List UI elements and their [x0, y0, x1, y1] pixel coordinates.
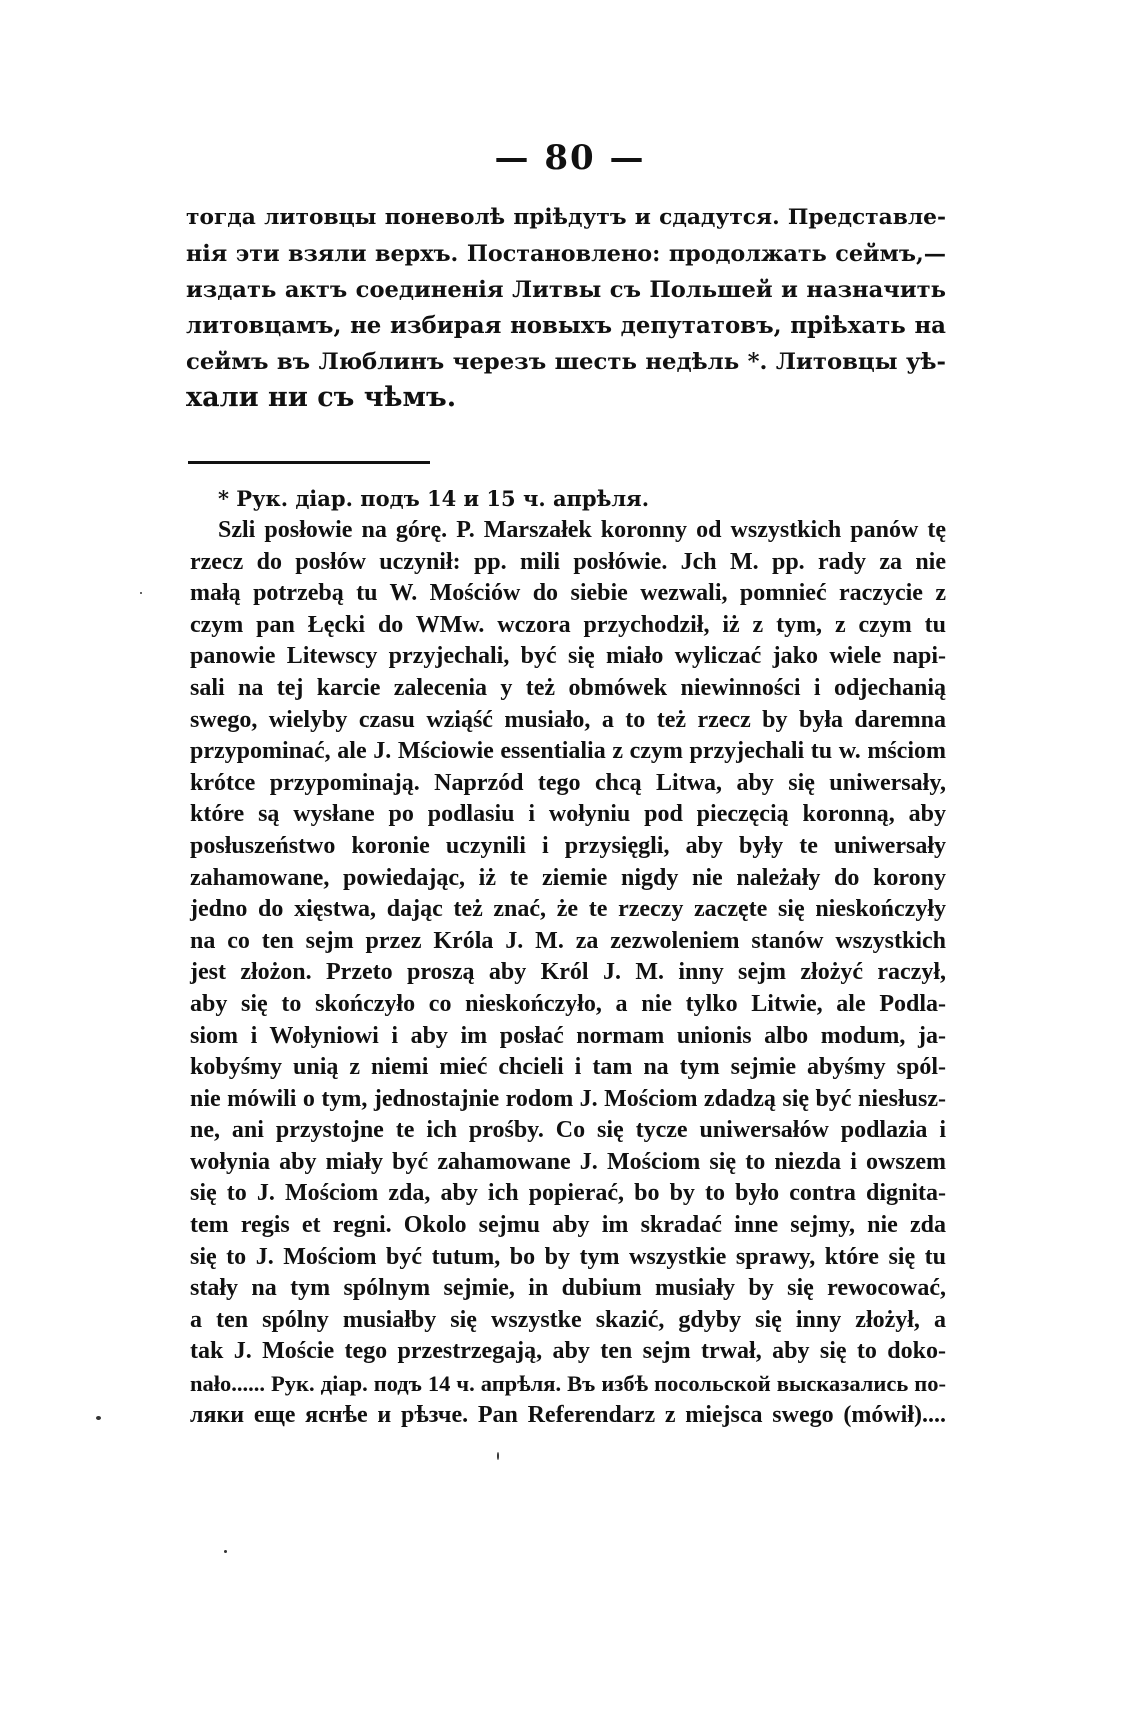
scan-speck — [140, 592, 142, 594]
scan-speck — [497, 1452, 499, 1460]
main-text-line: сеймъ въ Люблинъ черезъ шесть недѣль *. Литовцы уѣ- — [186, 349, 946, 375]
footnote-line: małą potrzebą tu W. Mościów do siebie wezwali, pomnieć raczycie z — [190, 580, 946, 607]
footnote-line: kobyśmy unią z niemi mieć chcieli i tam na tym sejmie abyśmy spól- — [190, 1054, 946, 1081]
scan-speck — [224, 1550, 227, 1553]
main-text-line: хали ни съ чѣмъ. — [186, 382, 457, 413]
footnote-line: się to J. Mościom być tutum, bo by tym wszystkie sprawy, które się tu — [190, 1243, 946, 1270]
footnote-line: jedno do xięstwa, dając też znać, że te rzeczy zaczęte się nieskończyły — [190, 896, 946, 923]
main-text-line: тогда литовцы поневолѣ пріѣдутъ и сдадутся. Представле- — [186, 205, 946, 230]
footnote-line: które są wysłane po podlasiu i wołyniu pod pieczęcią koronną, aby — [190, 801, 946, 828]
footnote-line: siom i Wołyniowi i aby im posłać normam unionis albo modum, ja- — [190, 1022, 946, 1049]
footnote-line: Szli posłowie na górę. P. Marszałek koronny od wszystkich panów tę — [218, 517, 946, 543]
main-text-line: издать актъ соединенія Литвы съ Польшей и назначить — [186, 277, 946, 303]
footnote-line: zahamowane, powiedając, iż te ziemie nigdy nie należały do korony — [190, 864, 946, 891]
footnote-line: posłuszeństwo koronie uczynili i przysięgli, aby były te uniwersały — [190, 832, 946, 859]
footnote-line: krótce przypominają. Naprzód tego chcą Litwa, aby się uniwersały, — [190, 769, 946, 796]
scan-speck — [96, 1416, 101, 1420]
footnote-header: * Рук. діар. подъ 14 и 15 ч. апрѣля. — [218, 486, 650, 511]
footnote-line: a ten spólny musiałby się wszystke skazić, gdyby się inny złożył, a — [190, 1306, 946, 1333]
footnote-line: nie mówili o tym, jednostajnie rodom J. Mościom zdadzą się być niesłusz- — [190, 1085, 946, 1112]
footnote-line: swego, wielyby czasu wziąść musiało, a to też rzecz by była daremna — [190, 706, 946, 733]
main-text-line: литовцамъ, не избирая новыхъ депутатовъ, пріѣхать на — [186, 313, 946, 339]
footnote-line: na co ten sejm przez Króla J. M. za zezwoleniem stanów wszystkich — [190, 927, 946, 954]
footnote-line: wołynia aby miały być zahamowane J. Mościom się to niezda i owszem — [190, 1148, 946, 1175]
footnote-divider — [188, 461, 430, 464]
footnote-line: tem regis et regni. Okolo sejmu aby im skradać inne sejmy, nie zda — [190, 1212, 946, 1239]
footnote-line: sali na tej karcie zalecenia y też obmówek niewinności i odjechanią — [190, 674, 946, 701]
footnote-line: przypominać, ale J. Mściowie essentialia z czym przyjechali tu w. mściom — [190, 738, 946, 765]
footnote-line: ляки еще яснѣе и рѣзче. Pan Referendarz z miejsca swego (mówił).... — [190, 1401, 946, 1428]
footnote-line: aby się to skończyło co nieskończyło, a nie tylko Litwie, ale Podla- — [190, 990, 946, 1017]
footnote-line: rzecz do posłów uczynił: pp. mili posłówie. Jch M. pp. rady za nie — [190, 548, 946, 575]
footnote-line: tak J. Moście tego przestrzegają, aby ten sejm trwał, aby się to doko- — [190, 1338, 946, 1365]
main-text — [186, 200, 946, 416]
footnote-line: stały na tym spólnym sejmie, in dubium musiały by się rewocować, — [190, 1275, 946, 1302]
footnote-line: się to J. Mościom zda, aby ich popierać, bo by to było contra dignita- — [190, 1180, 946, 1207]
footnote-line: panowie Litewscy przyjechali, być się miało wyliczać jako wiele napi- — [190, 643, 946, 670]
footnote-body — [190, 515, 946, 1431]
page-number: — 80 — — [494, 138, 646, 178]
footnote-line: nało...... Рук. діар. подъ 14 ч. апрѣля. Въ избѣ посольской высказались по- — [190, 1371, 946, 1397]
main-text-line: нія эти взяли верхъ. Постановлено: продолжать сеймъ,— — [186, 241, 946, 267]
footnote-line: ne, ani przystojne te ich prośby. Co się tycze uniwersałów podlazia i — [190, 1117, 946, 1144]
footnote-line: jest złożon. Przeto proszą aby Król J. M. inny sejm złożyć raczył, — [190, 959, 946, 986]
footnote-line: czym pan Łęcki do WMw. wczora przychodził, iż z tym, z czym tu — [190, 611, 946, 638]
